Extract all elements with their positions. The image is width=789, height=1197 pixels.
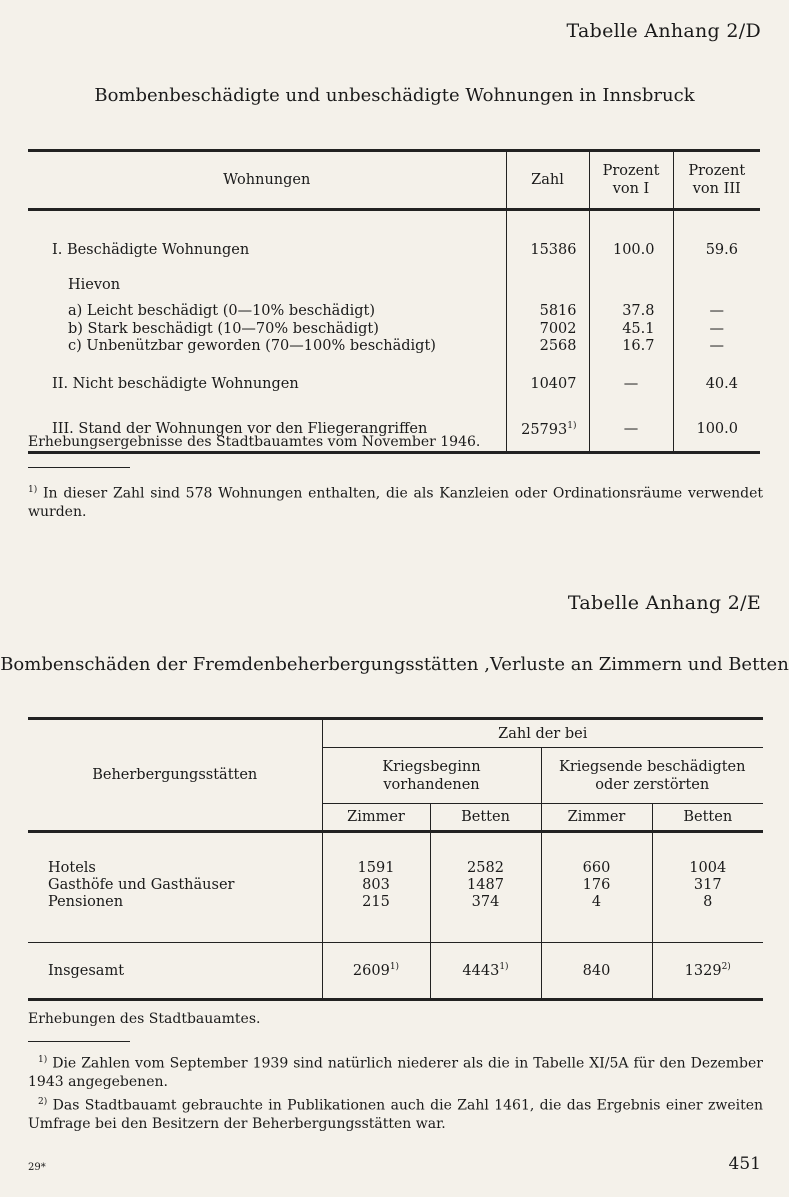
- cell-betten-2: 1004: [652, 832, 763, 877]
- page-number: 451: [728, 1154, 761, 1174]
- row-label: Gasthöfe und Gasthäuser: [48, 876, 235, 893]
- row-label: Hotels: [48, 859, 96, 876]
- footnote-ref: 1): [567, 420, 577, 431]
- row-label: Pensionen: [28, 893, 322, 943]
- footnote: [28, 1051, 763, 1091]
- footnote: [28, 1093, 763, 1133]
- cell-prozent-i: —: [589, 355, 673, 403]
- table-row: [28, 832, 763, 877]
- cell-zahl: [506, 403, 589, 453]
- header-line: von III: [692, 181, 741, 197]
- table-row: [28, 210, 760, 278]
- header-kriegsbeginn: [322, 748, 541, 804]
- source-note: Erhebungen des Stadtbauamtes.: [28, 1011, 261, 1027]
- cell-prozent-iii: 59.6: [673, 210, 760, 278]
- header-line: Prozent: [602, 163, 660, 179]
- footnote-mark: 1): [28, 485, 38, 495]
- header-wohnungen: Wohnungen: [28, 151, 506, 210]
- row-label: I. Beschädigte Wohnungen: [52, 242, 250, 258]
- header-line: Kriegsende beschädigten: [559, 758, 746, 775]
- cell-zimmer-1: 1591: [322, 832, 430, 877]
- cell-zahl: 7002: [506, 321, 589, 337]
- cell-zimmer-1: 803: [322, 876, 430, 893]
- header-prozent-von-i: [589, 151, 673, 210]
- header-zahl: Zahl: [506, 151, 589, 210]
- cell-prozent-iii: —: [673, 301, 760, 321]
- cell-zimmer-2: 660: [541, 832, 652, 877]
- cell-empty: [589, 277, 673, 301]
- table-total-row: [28, 943, 763, 1000]
- footnote-indent: [28, 1056, 38, 1072]
- cell-zimmer-2: 840: [541, 943, 652, 1000]
- footnote-text: Das Stadtbauamt gebrauchte in Publikationen auch die Zahl 1461, die das Ergebnis einer zweiten Umfrage bei den Besitzern der Beherbergungsstätten war.: [28, 1097, 764, 1132]
- header-kriegsende: [541, 748, 763, 804]
- table-title: Bombenschäden der Fremdenbeherbergungsstätten ,Verluste an Zimmern und Betten: [0, 654, 789, 675]
- header-group: Zahl der bei: [322, 719, 763, 748]
- cell-value: 2609: [352, 962, 390, 979]
- cell-zimmer-1: [322, 943, 430, 1000]
- footnote-ref: 1): [499, 962, 509, 973]
- cell-zimmer-2: 4: [541, 893, 652, 943]
- header-prozent-von-iii: [673, 151, 760, 210]
- header-zimmer: Zimmer: [322, 804, 430, 832]
- cell-betten-1: 1487: [430, 876, 541, 893]
- cell-prozent-iii: —: [673, 337, 760, 355]
- cell-empty: [673, 277, 760, 301]
- table-title: Bombenbeschädigte und unbeschädigte Wohnungen in Innsbruck: [94, 85, 695, 106]
- signature-mark: 29*: [28, 1162, 46, 1173]
- cell-prozent-i: 100.0: [589, 210, 673, 278]
- table-row: [28, 301, 760, 321]
- footnote-mark: 1): [38, 1055, 48, 1065]
- header-line: von I: [612, 181, 650, 197]
- cell-value: 4443: [462, 962, 500, 979]
- table-row: [28, 876, 763, 893]
- header-line: Prozent: [688, 163, 746, 179]
- footnote-ref: 2): [721, 962, 731, 973]
- cell-value: 1329: [684, 962, 722, 979]
- cell-empty: [506, 277, 589, 301]
- table-row: [28, 277, 760, 301]
- cell-betten-1: 374: [430, 893, 541, 943]
- table-label: Tabelle Anhang 2/E: [567, 592, 761, 614]
- header-line: oder zerstörten: [595, 776, 710, 793]
- housing-table: [28, 149, 760, 454]
- footnote: [28, 481, 763, 521]
- cell-zahl: 15386: [506, 210, 589, 278]
- cell-prozent-iii: 40.4: [673, 355, 760, 403]
- cell-zimmer-1: 215: [322, 893, 430, 943]
- cell-prozent-i: —: [589, 403, 673, 453]
- footnote-text: Die Zahlen vom September 1939 sind natürlich niederer als die in Tabelle XI/5A für den Dezember 1943 angegebenen.: [28, 1055, 763, 1090]
- row-label: Hievon: [68, 277, 121, 293]
- row-label: II. Nicht beschädigte Wohnungen: [52, 376, 299, 392]
- cell-betten-1: [430, 943, 541, 1000]
- cell-zimmer-2: 176: [541, 876, 652, 893]
- footnote-mark: 2): [38, 1097, 48, 1107]
- cell-prozent-i: 37.8: [589, 301, 673, 321]
- table-row: [28, 893, 763, 943]
- cell-prozent-iii: —: [673, 321, 760, 337]
- header-beherbergungsstaetten: Beherbergungsstätten: [28, 719, 322, 832]
- row-label: Insgesamt: [48, 962, 125, 979]
- footnote-rule: [28, 467, 130, 468]
- cell-zahl: 5816: [506, 301, 589, 321]
- table-row: [28, 337, 760, 355]
- cell-prozent-i: 45.1: [589, 321, 673, 337]
- row-label: III. Stand der Wohnungen vor den Fliegerangriffen: [52, 421, 428, 437]
- table-header-row: [28, 719, 763, 748]
- lodging-table: [28, 717, 763, 1001]
- table-row: [28, 321, 760, 337]
- header-zimmer: Zimmer: [541, 804, 652, 832]
- header-line: Kriegsbeginn: [382, 758, 481, 775]
- source-note: Erhebungsergebnisse des Stadtbauamtes vom November 1946.: [28, 434, 481, 450]
- cell-zahl: 2568: [506, 337, 589, 355]
- cell-betten-2: [652, 943, 763, 1000]
- cell-prozent-iii: 100.0: [673, 403, 760, 453]
- cell-value: 25793: [521, 421, 568, 438]
- cell-betten-2: 8: [652, 893, 763, 943]
- table-row: [28, 355, 760, 403]
- row-label: a) Leicht beschädigt (0—10% beschädigt): [68, 303, 376, 319]
- row-label: b) Stark beschädigt (10—70% beschädigt): [68, 321, 379, 337]
- table-header-row: [28, 151, 760, 210]
- cell-betten-1: 2582: [430, 832, 541, 877]
- table-label: Tabelle Anhang 2/D: [566, 20, 761, 42]
- header-betten: Betten: [652, 804, 763, 832]
- row-label: c) Unbenützbar geworden (70—100% beschädigt): [68, 338, 436, 354]
- cell-prozent-i: 16.7: [589, 337, 673, 355]
- footnote-rule: [28, 1041, 130, 1042]
- footnote-text: In dieser Zahl sind 578 Wohnungen enthalten, die als Kanzleien oder Ordinationsräume verwendet wurden.: [28, 485, 763, 520]
- footnote-ref: 1): [389, 962, 400, 973]
- header-betten: Betten: [430, 804, 541, 832]
- cell-zahl: 10407: [506, 355, 589, 403]
- header-line: vorhandenen: [383, 776, 480, 793]
- footnote-indent: [28, 1098, 38, 1114]
- cell-betten-2: 317: [652, 876, 763, 893]
